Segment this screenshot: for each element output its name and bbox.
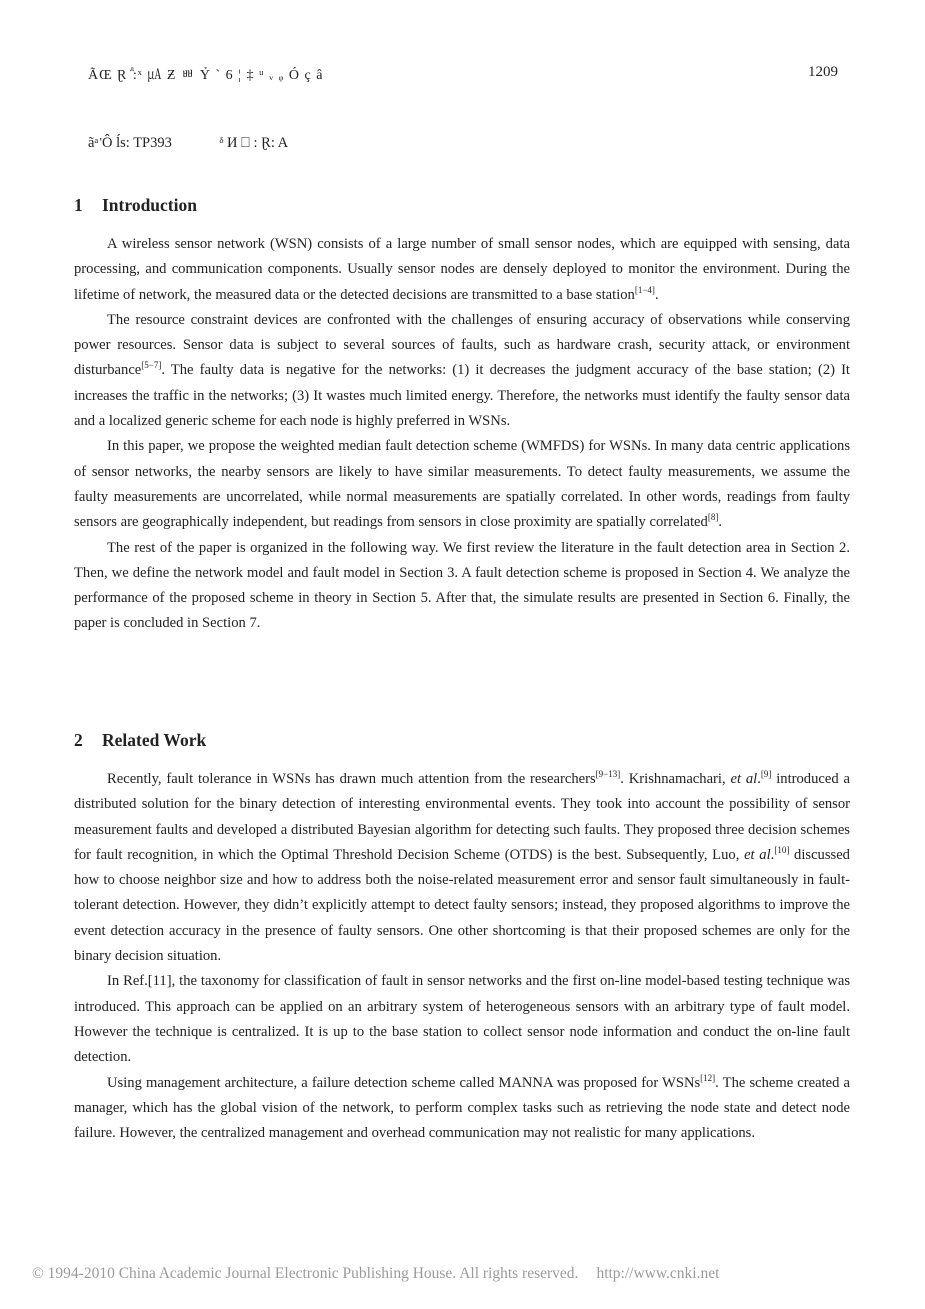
classification-code: TP393 bbox=[133, 135, 172, 151]
related-work-body bbox=[74, 767, 850, 1146]
document-code-label: ᵟ И ⎕ : Ɽ bbox=[219, 135, 271, 151]
paragraph bbox=[74, 767, 850, 969]
section-heading-introduction bbox=[74, 195, 197, 216]
paragraph-text: . Krishnamachari, bbox=[620, 771, 731, 787]
paragraph: The rest of the paper is organized in the following way. We first review the literature in the fault detection area in Section 2. Then, we define the network model and fault model in Section 3. A fault detection scheme is proposed in Section 4. We analyze the performance of the proposed scheme in theory in Section 5. After that, the simulate results are presented in Section 6. Finally, the paper is concluded in Section 7. bbox=[74, 539, 850, 632]
section-title: Related Work bbox=[102, 730, 207, 750]
paragraph-text: . bbox=[757, 771, 761, 787]
classification-label: ãᵃ ᡃÔ ĺs bbox=[88, 135, 126, 151]
paragraph-text: In this paper, we propose the weighted median fault detection scheme (WMFDS) for WSNs. In many data centric applications of sensor networks, the nearby sensors are likely to have similar measurements. To detect faulty measurements, we assume the faulty measurements are uncorrelated, while normal measurements are spatially correlated. In other words, readings from faulty sensors are geographically independent, but readings from sensors in close proximity are spatially correlated bbox=[74, 438, 850, 531]
paragraph-text: discussed how to choose neighbor size and how to address both the noise-related measurement error and sensor fault simultaneously in fault-tolerant detection. However, they didn’t explicitly attempt to detect faulty sensors; instead, they proposed algorithms to improve the event detection accuracy in the presence of faulty sensors. One other shortcoming is that their proposed schemes are only for the binary decision situation. bbox=[74, 846, 850, 965]
paragraph: In Ref.[11], the taxonomy for classification of fault in sensor networks and the first on-line model-based testing technique was introduced. This approach can be applied on an arbitrary system of heterogeneous sensors with an arbitrary type of fault model. However the technique is centralized. It is up to the base station to collect sensor node information and conduct the on-line fault detection. bbox=[74, 973, 850, 1066]
citation: [9] bbox=[760, 769, 772, 779]
copyright-footer bbox=[32, 1265, 719, 1283]
footer-url[interactable]: http://www.cnki.net bbox=[596, 1265, 720, 1282]
paragraph-text: Recently, fault tolerance in WSNs has drawn much attention from the researchers bbox=[107, 771, 596, 787]
citation: [12] bbox=[700, 1072, 716, 1083]
paragraph bbox=[74, 308, 850, 434]
paragraph bbox=[74, 232, 850, 308]
colon-separator: : bbox=[270, 135, 278, 151]
et-al: et al bbox=[744, 846, 771, 863]
citation: [9−13] bbox=[595, 769, 621, 779]
citation: [1−4] bbox=[634, 284, 655, 295]
paragraph-text: Using management architecture, a failure detection scheme called MANNA was proposed for WSNs bbox=[107, 1074, 701, 1091]
paragraph-text: A wireless sensor network (WSN) consists of a large number of small sensor nodes, which are equipped with sensing, data processing, and communication components. Usually sensor nodes are densely deployed to monitor the environment. During the lifetime of network, the measured data or the detected decisions are transmitted to a base station bbox=[74, 236, 850, 303]
section-title: Introduction bbox=[102, 195, 197, 215]
paragraph-text: . The scheme created a manager, which has the global vision of the network, to perform complex tasks such as retrieving the node state and detect node failure. However, the centralized management and overhead communication may not realistic for many applications. bbox=[74, 1074, 851, 1142]
citation: [8] bbox=[707, 512, 719, 523]
paragraph bbox=[74, 434, 850, 535]
citation: [5−7] bbox=[141, 360, 162, 371]
paragraph bbox=[74, 1071, 850, 1147]
paragraph-text: . The faulty data is negative for the networks: (1) it decreases the judgment accuracy of the base station; (2) It increases the traffic in the networks; (3) It wastes much limited energy. Therefore, the networks must identify the faulty sensor data and a localized generic scheme for each node is highly preferred in WSNs. bbox=[74, 362, 850, 430]
paragraph-text: . bbox=[654, 286, 659, 303]
copyright-text: © 1994-2010 China Academic Journal Electronic Publishing House. All rights reserved. bbox=[32, 1265, 579, 1282]
paragraph-text: . bbox=[718, 514, 722, 531]
section-number: 2 bbox=[74, 730, 83, 750]
paragraph-text: . bbox=[770, 846, 775, 863]
introduction-body bbox=[74, 232, 850, 637]
et-al: et al bbox=[730, 771, 758, 787]
section-number: 1 bbox=[74, 195, 83, 215]
citation: [10] bbox=[774, 844, 790, 855]
paragraph-text: The resource constraint devices are confronted with the challenges of ensuring accuracy of observations while conserving power resources. Sensor data is subject to several sources of faults, such as hardware crash, security attack, or environment disturbance bbox=[74, 311, 850, 379]
classification-line bbox=[88, 127, 288, 152]
paragraph-text: introduced a distributed solution for the binary detection of interesting environmental events. They took into account the possibility of sensor measurement faults and developed a distributed Bayesian algorithm for detecting such faults. They proposed three decision schemes for fault recognition, in which the Optimal Threshold Decision Scheme (OTDS) is the best. Subsequently, Luo, bbox=[74, 771, 850, 863]
section-heading-related-work bbox=[74, 730, 206, 751]
colon-separator: : bbox=[125, 135, 134, 151]
page-number: 1209 bbox=[808, 64, 838, 80]
journal-name: ÃŒ Ɽ ⷣ:ˣ ㎂ Ƶ ㅃ Ỷ ` 6 ¦ ‡ ᵘ ᵥ ᵩ Ó ç â bbox=[88, 68, 324, 83]
document-code: A bbox=[277, 135, 289, 151]
